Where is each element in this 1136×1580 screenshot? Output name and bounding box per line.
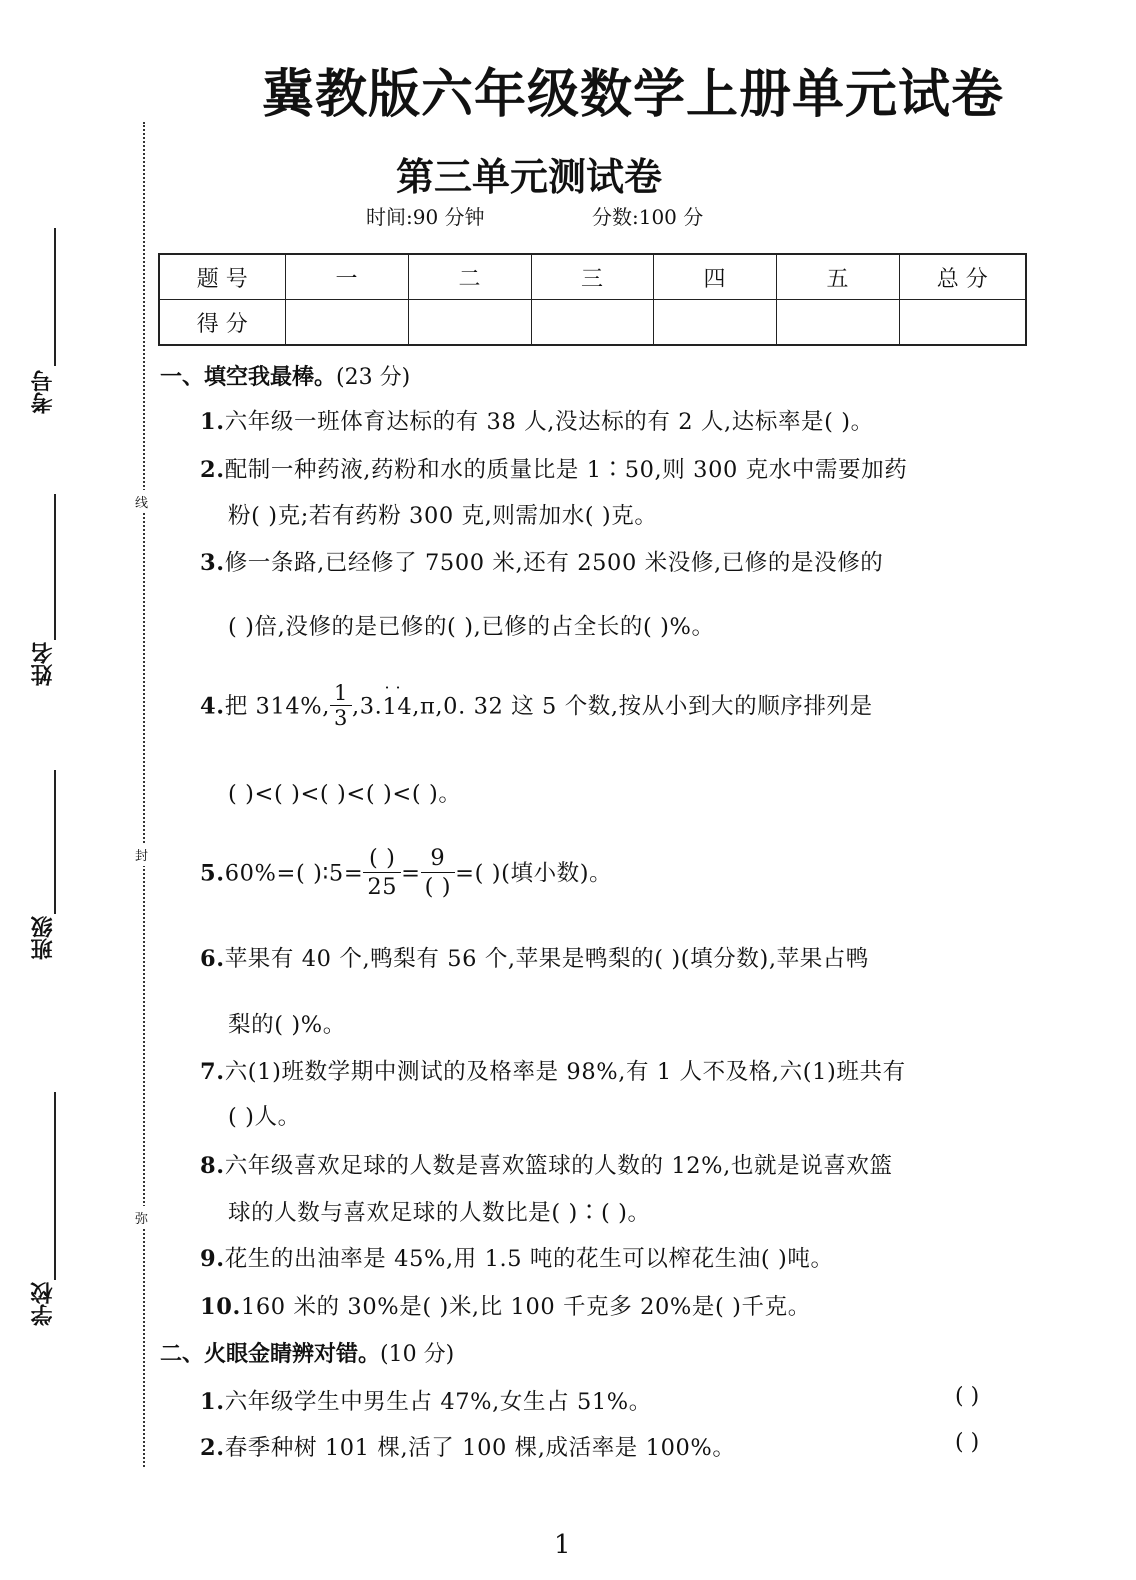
question-number: 3. (200, 550, 225, 576)
fraction-numerator: 1 (330, 681, 352, 706)
question-9 (200, 1241, 834, 1273)
question-6-line-2: 梨的( )%。 (228, 1012, 346, 1038)
question-text: 修一条路,已经修了 7500 米,还有 2500 米没修,已修的是没修的 (224, 550, 884, 576)
score-table-score-row (159, 300, 1026, 346)
judge-question-2 (200, 1430, 735, 1462)
score-cell[interactable] (531, 300, 653, 346)
score-row-label: 得 分 (159, 300, 285, 346)
question-1 (200, 404, 874, 436)
score-table (158, 253, 1027, 346)
question-2 (200, 452, 907, 484)
question-text: 160 米的 30%是( )米,比 100 千克多 20%是( )千克。 (240, 1294, 811, 1320)
fraction-denominator: ( ) (424, 874, 452, 900)
question-text: ,3. (352, 693, 383, 720)
score-cell[interactable] (285, 300, 408, 346)
exam-time: 时间:90 分钟 (366, 205, 485, 229)
fraction-numerator: ( ) (363, 844, 401, 873)
fraction-denominator: 3 (334, 706, 349, 730)
fraction-blank-over-25 (363, 844, 401, 901)
question-text: 把 314%, (224, 693, 331, 720)
question-8-line-2: 球的人数与喜欢足球的人数比是( )∶( )。 (228, 1200, 651, 1226)
score-table-header: 五 (776, 254, 899, 300)
question-number: 1. (200, 409, 225, 435)
question-number: 2. (200, 1435, 225, 1461)
question-text: 六年级一班体育达标的有 38 人,没达标的有 2 人,达标率是( )。 (224, 409, 874, 435)
question-number: 9. (200, 1246, 225, 1272)
question-5 (200, 846, 612, 903)
judge-answer-blank[interactable]: ( ) (955, 1384, 980, 1409)
section-1-title-text: 一、填空我最棒。 (160, 365, 337, 390)
binding-char-seal: 封 (135, 843, 148, 866)
sub-title: 第三单元测试卷 (396, 155, 663, 199)
judge-answer-blank[interactable]: ( ) (955, 1430, 980, 1455)
fraction-9-over-blank (421, 844, 456, 901)
score-table-header: 三 (531, 254, 653, 300)
question-7 (200, 1054, 906, 1086)
side-label-exam-number: 考号 (31, 370, 56, 414)
binding-char-dense: 弥 (135, 1206, 148, 1229)
score-cell[interactable] (408, 300, 531, 346)
main-title: 冀教版六年级数学上册单元试卷 (262, 65, 1005, 125)
score-cell[interactable] (899, 300, 1026, 346)
score-table-header: 二 (408, 254, 531, 300)
question-10 (200, 1289, 811, 1321)
score-table-header: 四 (653, 254, 776, 300)
question-number: 1. (200, 1389, 225, 1415)
question-3-line-2: ( )倍,没修的是已修的( ),已修的占全长的( )%。 (228, 614, 715, 640)
question-number: 4. (200, 693, 225, 720)
side-line-name[interactable] (54, 494, 56, 640)
side-label-school: 学校 (31, 1282, 56, 1326)
judge-question-1 (200, 1384, 652, 1416)
question-number: 8. (200, 1153, 225, 1179)
question-number: 7. (200, 1059, 225, 1085)
section-2-points: (10 分) (380, 1342, 455, 1367)
question-number: 2. (200, 457, 225, 483)
equals-sign: = (401, 860, 421, 887)
question-text: 六(1)班数学期中测试的及格率是 98%,有 1 人不及格,六(1)班共有 (224, 1059, 906, 1085)
question-text: ,π,0. 32 这 5 个数,按从小到大的顺序排列是 (412, 693, 873, 720)
side-line-exam-number[interactable] (54, 228, 56, 366)
score-table-header-row (159, 254, 1026, 300)
score-table-header: 总 分 (899, 254, 1026, 300)
side-line-class[interactable] (54, 770, 56, 914)
exam-total-score: 分数:100 分 (592, 205, 704, 229)
question-4-line-2: ( )<( )<( )<( )<( )。 (228, 781, 462, 807)
question-text: 六年级学生中男生占 47%,女生占 51%。 (224, 1389, 652, 1415)
question-8 (200, 1148, 893, 1180)
score-cell[interactable] (776, 300, 899, 346)
section-1-title (160, 360, 410, 391)
fraction-numerator: 9 (421, 844, 456, 873)
question-2-line-2: 粉( )克;若有药粉 300 克,则需加水( )克。 (228, 503, 658, 529)
question-number: 10. (200, 1294, 241, 1320)
score-table-header: 一 (285, 254, 408, 300)
question-text: 配制一种药液,药粉和水的质量比是 1∶50,则 300 克水中需要加药 (224, 457, 908, 483)
question-number: 6. (200, 946, 225, 972)
fraction-one-third (330, 681, 352, 730)
repeating-digits: 14 (382, 693, 413, 720)
question-text: 60%=( )∶5= (224, 860, 364, 887)
binding-dotted-line (143, 122, 145, 1467)
score-table-header: 题 号 (159, 254, 285, 300)
binding-char-line: 线 (135, 490, 148, 513)
question-text: 苹果有 40 个,鸭梨有 56 个,苹果是鸭梨的( )(填分数),苹果占鸭 (224, 946, 869, 972)
repeating-decimal (382, 677, 413, 720)
question-7-line-2: ( )人。 (228, 1104, 301, 1130)
side-label-class: 班级 (31, 916, 56, 960)
side-label-name: 姓名 (31, 642, 56, 686)
section-2-title (160, 1337, 454, 1368)
side-line-school[interactable] (54, 1092, 56, 1280)
page-number: 1 (554, 1530, 571, 1560)
question-6 (200, 941, 869, 973)
question-3 (200, 545, 883, 577)
section-1-points: (23 分) (336, 365, 411, 390)
question-4 (200, 677, 873, 732)
repeating-dots: ·· (384, 677, 407, 697)
question-number: 5. (200, 860, 225, 887)
section-2-title-text: 二、火眼金睛辨对错。 (160, 1342, 381, 1367)
question-text: 六年级喜欢足球的人数是喜欢篮球的人数的 12%,也就是说喜欢篮 (224, 1153, 893, 1179)
score-cell[interactable] (653, 300, 776, 346)
question-text: =( )(填小数)。 (455, 860, 613, 887)
fraction-denominator: 25 (367, 874, 398, 900)
question-text: 花生的出油率是 45%,用 1.5 吨的花生可以榨花生油( )吨。 (224, 1246, 834, 1272)
question-text: 春季种树 101 棵,活了 100 棵,成活率是 100%。 (224, 1435, 736, 1461)
